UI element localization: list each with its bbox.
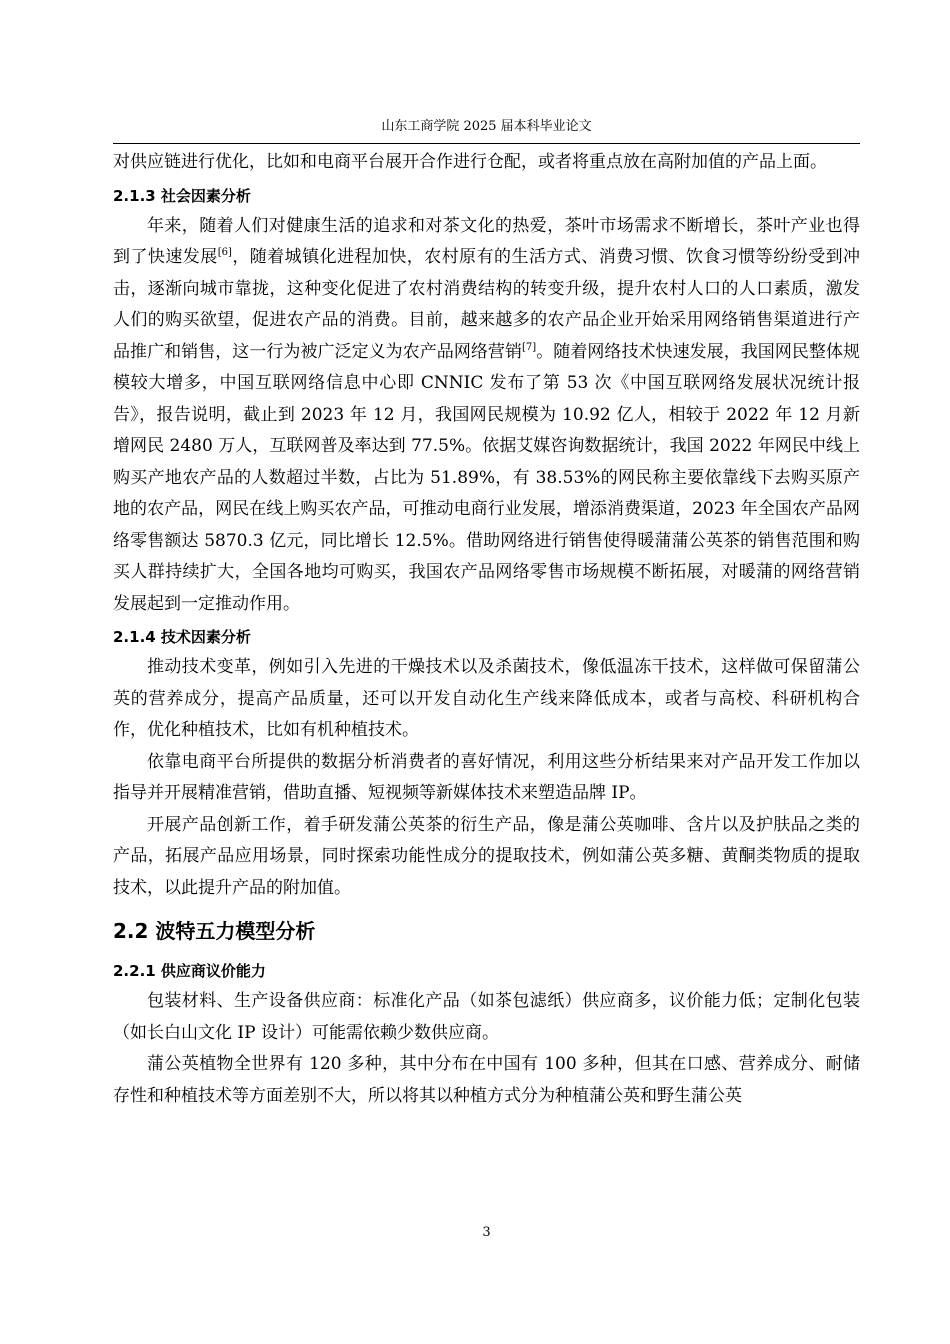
page-header-title: 山东工商学院 2025 届本科毕业论文 xyxy=(381,119,592,134)
social-text-part-3: 。随着网络技术快速发展，我国网民整体规模较大增多，中国互联网络信息中心即 CNNIC 发布了第 53 次《中国互联网络发展状况统计报告》，报告说明，截止到 2023 年 12 月，我国网民规模为 10.92 亿人，相较于 2022 年 12 月新增网民 2480 万人，互联网普及率达到 77.5%。依据艾媒咨询数据统计，我国 2022 年网民中线上购买产地农产品的人数超过半数，占比为 51.89%，有 38.53%的网民称主要依靠线下去购买原产地的农产品，网民在线上购买农产品，可推动电商行业发展，增添消费渠道，2023 年全国农产品网络零售额达 5870.3 亿元，同比增长 12.5%。借助网络进行销售使得暖蒲蒲公英茶的销售范围和购买人群持续扩大，全国各地均可购买，我国农产品网络零售市场规模不断拓展，对暖蒲的网络营销发展起到一定推动作用。 xyxy=(113,341,861,614)
social-text-part-1: 年来，随着人们对健康生活的追求和对茶文化的热爱，茶叶市场需求不断增长，茶叶产业也得到了快速发展 xyxy=(113,215,860,267)
header-divider xyxy=(113,143,860,144)
heading-2-2-1: 2.2.1 供应商议价能力 xyxy=(113,962,266,980)
heading-2-1-3: 2.1.3 社会因素分析 xyxy=(113,186,251,205)
paragraph-tech-1: 推动技术变革，例如引入先进的干燥技术以及杀菌技术，像低温冻干技术，这样做可保留蒲公英的营养成分，提高产品质量，还可以开发自动化生产线来降低成本，或者与高校、科研机构合作，优化种植技术，比如有机种植技术。 xyxy=(113,657,860,740)
paragraph-intro: 对供应链进行优化，比如和电商平台展开合作进行仓配，或者将重点放在高附加值的产品上面。 xyxy=(113,152,827,172)
page-content xyxy=(113,147,860,1112)
heading-2-2: 2.2 波特五力模型分析 xyxy=(113,919,316,943)
citation-7: [7] xyxy=(522,341,537,353)
citation-6: [6] xyxy=(217,247,232,258)
paragraph-supplier-2: 蒲公英植物全世界有 120 多种，其中分布在中国有 100 多种，但其在口感、营养成分、耐储存性和种植技术等方面差别不大，所以将其以种植方式分为种植蒲公英和野生蒲公英 xyxy=(113,1054,860,1106)
paragraph-social-factors xyxy=(113,211,860,621)
paragraph-tech-2: 依靠电商平台所提供的数据分析消费者的喜好情况，利用这些分析结果来对产品开发工作加以指导并开展精准营销，借助直播、短视频等新媒体技术来塑造品牌 IP。 xyxy=(113,751,860,803)
social-text-part-2: ，随着城镇化进程加快，农村原有的生活方式、消费习惯、饮食习惯等纷纷受到冲击，逐渐向城市靠拢，这种变化促进了农村消费结构的转变升级，提升农村人口的人口素质，激发人们的购买欲望，促进农产品的消费。目前，越来越多的农产品企业开始采用网络销售渠道进行产品推广和销售，这一行为被广泛定义为农产品网络营销 xyxy=(113,247,861,362)
heading-2-1-4: 2.1.4 技术因素分析 xyxy=(113,628,251,646)
paragraph-tech-3: 开展产品创新工作，着手研发蒲公英茶的衍生产品，像是蒲公英咖啡、含片以及护肤品之类的产品，拓展产品应用场景，同时探索功能性成分的提取技术，例如蒲公英多糖、黄酮类物质的提取技术，以此提升产品的附加值。 xyxy=(113,814,860,898)
page-number: 3 xyxy=(482,1225,491,1240)
paragraph-supplier-1: 包装材料、生产设备供应商：标准化产品（如茶包滤纸）供应商多，议价能力低；定制化包装（如长白山文化 IP 设计）可能需依赖少数供应商。 xyxy=(113,991,860,1043)
